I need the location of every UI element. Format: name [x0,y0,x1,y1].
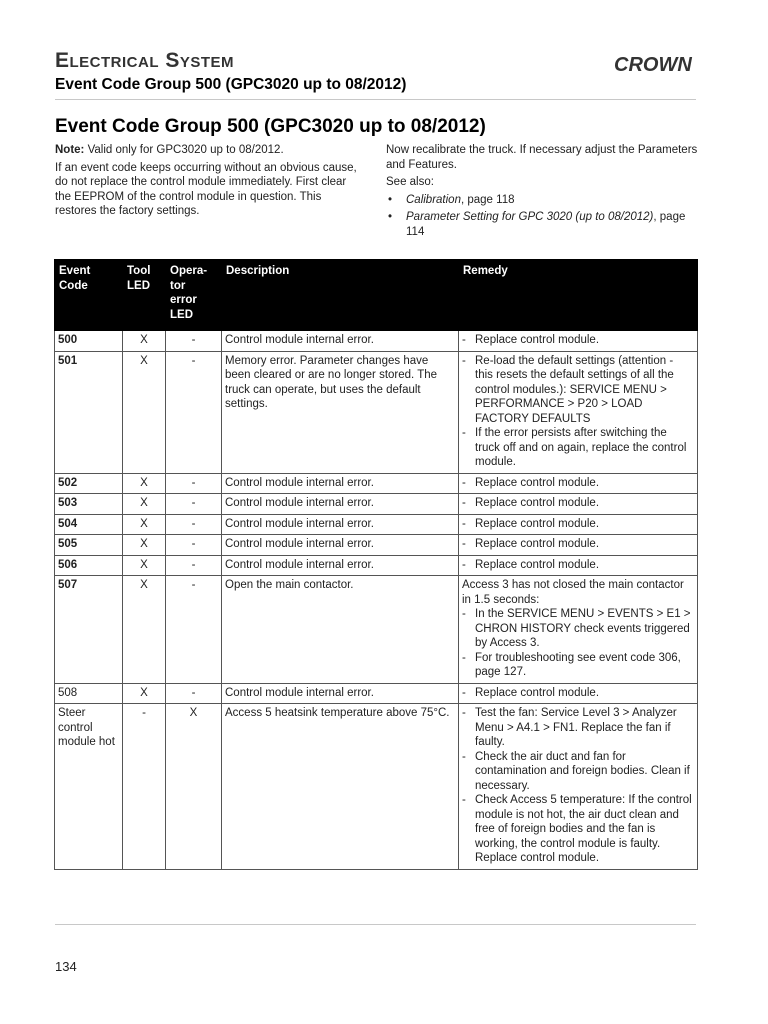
remedy-cell [459,555,698,576]
event-code-cell: 505 [55,535,123,556]
remedy-cell [459,576,698,684]
note-paragraph [55,143,365,158]
remedy-item [462,686,694,701]
dash-icon: - [462,476,466,489]
remedy-cell [459,351,698,473]
description-cell: Control module internal error. [222,331,459,352]
dash-icon: - [462,686,466,699]
operator-led-cell: - [166,514,222,535]
remedy-item [462,651,694,680]
col-header-event-code: Event Code [55,260,123,331]
operator-led-cell: - [166,351,222,473]
remedy-list [462,706,694,866]
dash-icon: - [462,497,466,509]
remedy-text: Replace control module. [475,517,600,530]
remedy-cell [459,331,698,352]
page-header-subtitle: Event Code Group 500 (GPC3020 up to 08/2012) [55,76,407,93]
description-cell: Control module internal error. [222,555,459,576]
tool-led-cell: X [123,331,166,352]
remedy-text: Replace control module. [475,334,600,346]
intro-right-column [386,143,698,242]
section-title: Electrical System [55,49,235,72]
tool-led-cell: X [123,351,166,473]
event-code-cell: 501 [55,351,123,473]
event-code-cell: 504 [55,514,123,535]
remedy-text: Replace control module. [475,558,600,571]
operator-led-cell: - [166,494,222,515]
remedy-list [462,333,694,348]
tool-led-cell: X [123,473,166,494]
table-row [55,576,698,684]
remedy-text: Replace control module. [475,686,600,699]
description-cell: Access 5 heatsink temperature above 75°C. [222,704,459,870]
operator-led-cell: - [166,473,222,494]
description-cell: Control module internal error. [222,494,459,515]
dash-icon: - [462,354,466,367]
see-also-link[interactable]: Calibration [406,193,461,206]
remedy-item [462,750,694,794]
remedy-cell [459,535,698,556]
tool-led-cell: X [123,535,166,556]
dash-icon: - [462,651,466,664]
remedy-intro: Access 3 has not closed the main contactor in 1.5 seconds: [462,579,684,606]
intro-left-column [55,143,365,222]
operator-led-cell: - [166,555,222,576]
recalibrate-paragraph: Now recalibrate the truck. If necessary adjust the Parameters and Features. [386,144,698,171]
description-cell: Control module internal error. [222,535,459,556]
description-cell: Open the main contactor. [222,576,459,684]
remedy-cell [459,494,698,515]
note-text: Valid only for GPC3020 up to 08/2012. [84,144,284,156]
remedy-item [462,607,694,651]
remedy-text: Re-load the default settings (attention - this resets the default settings of all the control modules.): SERVICE MENU > PERFORMANCE > P20 > LOAD FACTORY DEFAULTS [475,354,674,425]
table-row [55,331,698,352]
remedy-cell [459,514,698,535]
table-body [55,331,698,870]
remedy-text: Replace control module. [475,476,600,489]
remedy-item [462,333,694,348]
intro-paragraph: If an event code keeps occurring without an obvious cause, do not replace the control module immediately. First clear the EEPROM of the control module in question. This restores the factory settings. [55,161,357,217]
dash-icon: - [462,334,466,346]
description-cell: Control module internal error. [222,514,459,535]
dash-icon: - [462,794,466,806]
tool-led-cell: X [123,683,166,704]
table-row [55,555,698,576]
operator-led-cell: - [166,576,222,684]
see-also-page: , page 114 [406,211,686,238]
operator-led-cell: X [166,704,222,870]
see-also-item [386,210,698,239]
remedy-item [462,517,694,532]
remedy-text: For troubleshooting see event code 306, page 127. [475,651,681,678]
event-code-cell: Steer control module hot [55,704,123,870]
col-header-tool-led: Tool LED [123,260,166,331]
remedy-item [462,537,694,552]
remedy-list [462,476,694,491]
see-also-label: See also: [386,176,434,188]
dash-icon: - [462,750,466,763]
table-row [55,683,698,704]
table-header-row [55,260,698,331]
see-also-item [386,193,698,208]
tool-led-cell: X [123,576,166,684]
tool-led-cell: X [123,555,166,576]
remedy-item [462,496,694,511]
table-row [55,494,698,515]
page-number: 134 [55,959,77,974]
bullet-icon: • [388,211,393,223]
description-cell: Control module internal error. [222,473,459,494]
bullet-icon: • [388,193,393,206]
remedy-text: Check Access 5 temperature: If the control module is not hot, the air duct clean and free of foreign bodies and the fan is working, the control module is faulty. Replace control module. [475,794,692,864]
remedy-list [462,537,694,552]
note-label: Note: [55,144,85,156]
dash-icon: - [462,517,466,530]
table-row [55,514,698,535]
operator-led-cell: - [166,683,222,704]
remedy-text: Test the fan: Service Level 3 > Analyzer Menu > A4.1 > FN1. Replace the fan if faulty. [475,707,677,748]
event-code-cell: 503 [55,494,123,515]
tool-led-cell: - [123,704,166,870]
remedy-text: Replace control module. [475,497,600,509]
remedy-cell [459,704,698,870]
see-also-link[interactable]: Parameter Setting for GPC 3020 (up to 08/2012) [406,211,654,223]
col-header-description: Description [222,260,459,331]
table-row [55,351,698,473]
event-code-cell: 508 [55,683,123,704]
remedy-text: Check the air duct and fan for contamination and foreign bodies. Clean if necessary. [475,750,690,792]
col-header-remedy: Remedy [459,260,698,331]
remedy-item [462,793,694,866]
description-cell: Memory error. Parameter changes have been cleared or are no longer stored. The truck can operate, but uses the default settings. [222,351,459,473]
col-header-operator-error-led: Opera- tor error LED [166,260,222,331]
table-row [55,535,698,556]
dash-icon: - [462,707,466,719]
operator-led-cell: - [166,535,222,556]
page-title: Event Code Group 500 (GPC3020 up to 08/2012) [55,116,486,137]
tool-led-cell: X [123,514,166,535]
remedy-list [462,354,694,470]
remedy-text: Replace control module. [475,538,600,550]
dash-icon: - [462,608,466,620]
event-code-cell: 507 [55,576,123,684]
event-code-cell: 502 [55,473,123,494]
operator-led-cell: - [166,331,222,352]
remedy-text: If the error persists after switching the truck off and on again, replace the control module. [475,427,687,468]
table-row [55,473,698,494]
footer-divider [55,924,696,925]
header-divider [55,99,696,100]
dash-icon: - [462,558,466,571]
remedy-item [462,706,694,750]
remedy-list [462,558,694,573]
tool-led-cell: X [123,494,166,515]
remedy-item [462,426,694,470]
table-row [55,704,698,870]
remedy-list [462,496,694,511]
see-also-page: , page 118 [460,193,515,206]
remedy-cell [459,683,698,704]
remedy-item [462,558,694,573]
logo-text: CROWN [614,54,692,74]
event-code-cell: 506 [55,555,123,576]
remedy-cell [459,473,698,494]
remedy-list [462,607,694,680]
remedy-list [462,686,694,701]
event-code-table [54,259,698,870]
remedy-item [462,476,694,491]
description-cell: Control module internal error. [222,683,459,704]
event-code-cell: 500 [55,331,123,352]
dash-icon: - [462,538,466,550]
crown-logo [614,54,698,74]
dash-icon: - [462,427,466,439]
remedy-item [462,354,694,427]
remedy-text: In the SERVICE MENU > EVENTS > E1 > CHRON HISTORY check events triggered by Access 3. [475,608,691,649]
remedy-list [462,517,694,532]
see-also-list [386,193,698,240]
